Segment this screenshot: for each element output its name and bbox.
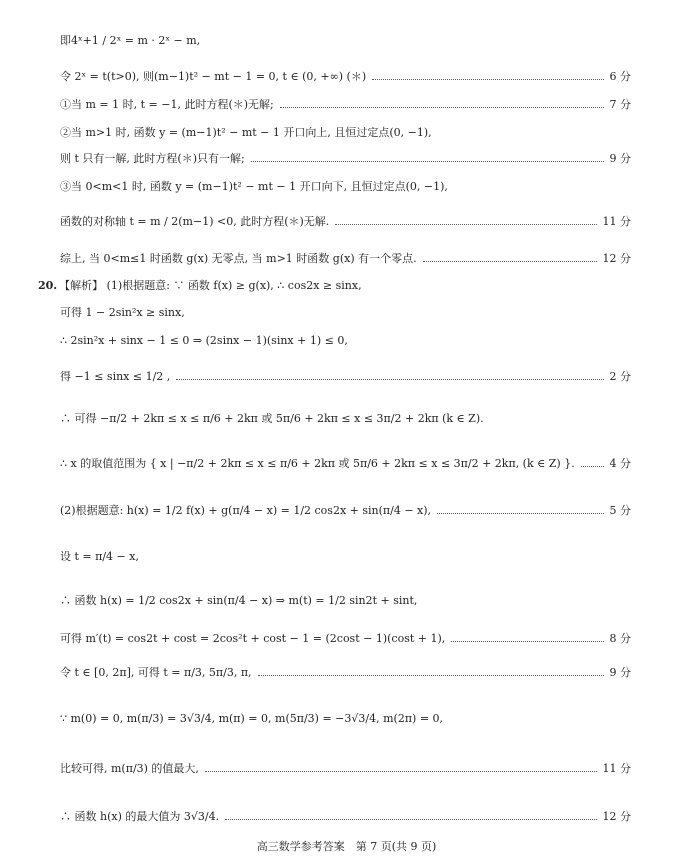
- solution-line: [60, 96, 631, 112]
- dotted-leader: [451, 640, 603, 642]
- line-text: ③当 0<m<1 时, 函数 y = (m−1)t² − mt − 1 开口向下, 且恒过定点(0, −1),: [60, 180, 448, 193]
- line-text: 可得 1 − 2sin²x ≥ sinx,: [60, 306, 185, 319]
- score-label: 4 分: [609, 457, 631, 470]
- line-text: 令 t ∈ [0, 2π], 可得 t = π/3, 5π/3, π,: [60, 666, 252, 679]
- dotted-leader: [258, 674, 604, 676]
- dotted-leader: [581, 465, 604, 467]
- line-text: 得 −1 ≤ sinx ≤ 1/2 ,: [60, 370, 171, 383]
- score-label: 11 分: [602, 762, 631, 775]
- solution-line: [60, 150, 631, 166]
- dotted-leader: [372, 78, 603, 80]
- solution-line: [60, 592, 631, 608]
- solution-line: [60, 304, 631, 320]
- line-text: ∴ 函数 h(x) = 1/2 cos2x + sin(π/4 − x) ⇒ m(t) = 1/2 sin2t + sint,: [60, 594, 418, 607]
- dotted-leader: [205, 770, 597, 772]
- line-text: ∴ 函数 h(x) 的最大值为 3√3/4.: [60, 810, 220, 823]
- question-header: [38, 277, 631, 293]
- solution-line: [60, 630, 631, 646]
- dotted-leader: [335, 223, 596, 225]
- score-label: 5 分: [609, 504, 631, 517]
- solution-line: [60, 664, 631, 680]
- solution-line: [60, 410, 631, 426]
- score-label: 9 分: [609, 666, 631, 679]
- solution-line: [60, 68, 631, 84]
- dotted-leader: [225, 818, 596, 820]
- solution-line: [60, 334, 631, 347]
- line-text: ∴ x 的取值范围为 { x | −π/2 + 2kπ ≤ x ≤ π/6 + 2kπ 或 5π/6 + 2kπ ≤ x ≤ 3π/2 + 2kπ, (k ∈ Z) }.: [60, 457, 575, 470]
- solution-line: [60, 455, 631, 471]
- dotted-leader: [251, 160, 604, 162]
- score-label: 11 分: [602, 215, 631, 228]
- line-text: 即4ˣ+1 / 2ˣ = m · 2ˣ − m,: [60, 34, 201, 47]
- solution-line: [60, 808, 631, 824]
- solution-line: [60, 502, 631, 518]
- page-footer: 高三数学参考答案 第 7 页(共 9 页): [256, 840, 437, 853]
- line-text: 比较可得, m(π/3) 的值最大,: [60, 762, 199, 775]
- score-label: 6 分: [609, 70, 631, 83]
- line-text: (2)根据题意: h(x) = 1/2 f(x) + g(π/4 − x) = 1/2 cos2x + sin(π/4 − x),: [60, 504, 432, 517]
- score-label: 12 分: [602, 252, 631, 265]
- solution-line: [60, 712, 631, 725]
- solution-line: [60, 760, 631, 776]
- score-label: 9 分: [609, 152, 631, 165]
- line-text: ∴ 2sin²x + sinx − 1 ≤ 0 ⇒ (2sinx − 1)(sinx + 1) ≤ 0,: [60, 334, 348, 347]
- line-text: 设 t = π/4 − x,: [60, 550, 139, 563]
- solution-line: [60, 213, 631, 229]
- line-text: 可得 m′(t) = cos2t + cost = 2cos²t + cost − 1 = (2cost − 1)(cost + 1),: [60, 632, 446, 645]
- line-text: ∵ m(0) = 0, m(π/3) = 3√3/4, m(π) = 0, m(5π/3) = −3√3/4, m(2π) = 0,: [60, 712, 444, 725]
- score-label: 8 分: [609, 632, 631, 645]
- score-label: 12 分: [602, 810, 631, 823]
- dotted-leader: [280, 106, 604, 108]
- solution-line: [60, 178, 631, 194]
- solution-line: [60, 368, 631, 384]
- question-number: 20.: [38, 278, 58, 292]
- solution-line: [60, 32, 631, 48]
- line-text: 【解析】 (1)根据题意: ∵ 函数 f(x) ≥ g(x), ∴ cos2x ≥ sinx,: [59, 279, 362, 292]
- line-text: ∴ 可得 −π/2 + 2kπ ≤ x ≤ π/6 + 2kπ 或 5π/6 + 2kπ ≤ x ≤ 3π/2 + 2kπ (k ∈ Z).: [60, 412, 484, 425]
- line-text: 综上, 当 0<m≤1 时函数 g(x) 无零点, 当 m>1 时函数 g(x) 有一个零点.: [60, 252, 417, 265]
- line-text: 函数的对称轴 t = m / 2(m−1) <0, 此时方程(＊)无解.: [60, 215, 330, 228]
- line-text: 则 t 只有一解, 此时方程(＊)只有一解;: [60, 152, 245, 165]
- solution-line: [60, 250, 631, 266]
- line-text: ②当 m>1 时, 函数 y = (m−1)t² − mt − 1 开口向上, 且恒过定点(0, −1),: [60, 126, 432, 139]
- solution-line: [60, 124, 631, 140]
- dotted-leader: [176, 378, 603, 380]
- solution-line: [60, 548, 631, 564]
- score-label: 7 分: [609, 98, 631, 111]
- score-label: 2 分: [609, 370, 631, 383]
- line-text: ①当 m = 1 时, t = −1, 此时方程(＊)无解;: [60, 98, 274, 111]
- dotted-leader: [437, 512, 603, 514]
- dotted-leader: [423, 260, 597, 262]
- line-text: 令 2ˣ = t(t>0), 则(m−1)t² − mt − 1 = 0, t ∈ (0, +∞) (＊): [60, 70, 367, 83]
